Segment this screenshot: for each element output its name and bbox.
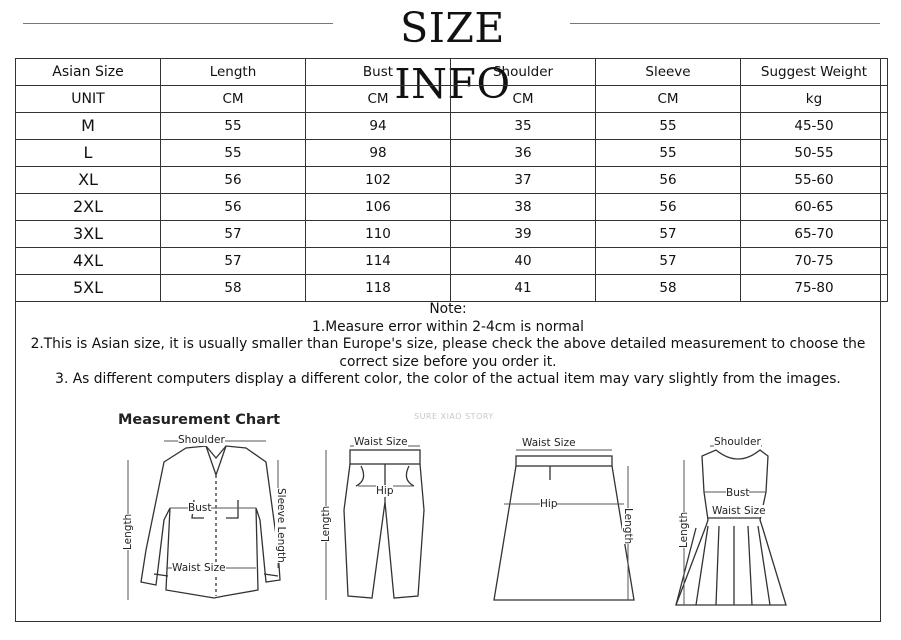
table-row bbox=[16, 113, 888, 140]
watermark-text: SURE XIAO STORY bbox=[414, 412, 494, 421]
note-line-3: 3. As different computers display a different color, the color of the actual item may vary slightly from the images. bbox=[55, 371, 841, 387]
table-cell: CM bbox=[161, 86, 306, 113]
table-cell: 5XL bbox=[16, 275, 161, 302]
table-cell: Sleeve bbox=[596, 59, 741, 86]
table-cell: 4XL bbox=[16, 248, 161, 275]
table-cell: 55 bbox=[161, 113, 306, 140]
dress-illustration bbox=[676, 450, 786, 605]
table-cell: 41 bbox=[451, 275, 596, 302]
table-cell: 50-55 bbox=[741, 140, 888, 167]
table-row bbox=[16, 140, 888, 167]
table-row bbox=[16, 194, 888, 221]
title-rule-left bbox=[23, 23, 333, 24]
dress-waist-label: Waist Size bbox=[712, 505, 766, 517]
table-cell: 110 bbox=[306, 221, 451, 248]
note-heading: Note: bbox=[429, 301, 467, 317]
dress-bust-label: Bust bbox=[726, 487, 750, 499]
table-cell: L bbox=[16, 140, 161, 167]
table-cell: kg bbox=[741, 86, 888, 113]
table-cell: 56 bbox=[161, 194, 306, 221]
dress-shoulder-label: Shoulder bbox=[714, 436, 761, 448]
table-cell: 45-50 bbox=[741, 113, 888, 140]
table-cell: Shoulder bbox=[451, 59, 596, 86]
table-cell: 40 bbox=[451, 248, 596, 275]
table-cell: XL bbox=[16, 167, 161, 194]
table-cell: 35 bbox=[451, 113, 596, 140]
shirt-sleeve-label: Sleeve Length bbox=[275, 488, 287, 563]
skirt-length-label: Length bbox=[622, 508, 634, 545]
table-cell: Length bbox=[161, 59, 306, 86]
table-row bbox=[16, 275, 888, 302]
table-row bbox=[16, 221, 888, 248]
table-cell: 75-80 bbox=[741, 275, 888, 302]
table-cell: Asian Size bbox=[16, 59, 161, 86]
table-cell: 36 bbox=[451, 140, 596, 167]
page-title: SIZE INFO bbox=[394, 4, 511, 108]
chart-title: Measurement Chart bbox=[118, 412, 281, 428]
size-table bbox=[15, 58, 888, 302]
table-row bbox=[16, 167, 888, 194]
table-cell: 65-70 bbox=[741, 221, 888, 248]
table-cell: Suggest Weight bbox=[741, 59, 888, 86]
shirt-shoulder-label: Shoulder bbox=[178, 434, 225, 446]
table-cell: 102 bbox=[306, 167, 451, 194]
table-cell: 56 bbox=[161, 167, 306, 194]
skirt-hip-label: Hip bbox=[540, 498, 558, 510]
table-cell: Bust bbox=[306, 59, 451, 86]
table-units-row bbox=[16, 86, 888, 113]
table-cell: 3XL bbox=[16, 221, 161, 248]
table-cell: 114 bbox=[306, 248, 451, 275]
table-cell: CM bbox=[306, 86, 451, 113]
table-cell: 57 bbox=[596, 248, 741, 275]
skirt-waist-label: Waist Size bbox=[522, 437, 576, 449]
table-cell: 57 bbox=[161, 221, 306, 248]
table-cell: UNIT bbox=[16, 86, 161, 113]
shirt-waist-label: Waist Size bbox=[172, 562, 226, 574]
note-line-1: 1.Measure error within 2-4cm is normal bbox=[312, 318, 584, 335]
table-cell: 57 bbox=[161, 248, 306, 275]
pants-length-label: Length bbox=[320, 505, 332, 542]
table-cell: 94 bbox=[306, 113, 451, 140]
pants-waist-label: Waist Size bbox=[354, 436, 408, 448]
table-cell: 106 bbox=[306, 194, 451, 221]
table-cell: 98 bbox=[306, 140, 451, 167]
table-cell: CM bbox=[451, 86, 596, 113]
table-cell: 57 bbox=[596, 221, 741, 248]
table-cell: 37 bbox=[451, 167, 596, 194]
skirt-illustration bbox=[494, 456, 634, 600]
measurement-chart bbox=[16, 400, 880, 622]
shirt-length-label: Length bbox=[122, 513, 134, 550]
table-cell: CM bbox=[596, 86, 741, 113]
table-cell: 60-65 bbox=[741, 194, 888, 221]
table-cell: 38 bbox=[451, 194, 596, 221]
table-cell: 39 bbox=[451, 221, 596, 248]
table-cell: 118 bbox=[306, 275, 451, 302]
table-cell: 58 bbox=[161, 275, 306, 302]
table-cell: 70-75 bbox=[741, 248, 888, 275]
table-cell: 55-60 bbox=[741, 167, 888, 194]
shirt-illustration bbox=[141, 446, 280, 598]
table-header-row bbox=[16, 59, 888, 86]
table-cell: 2XL bbox=[16, 194, 161, 221]
table-cell: 55 bbox=[596, 140, 741, 167]
dress-length-label: Length bbox=[678, 511, 690, 548]
notes bbox=[16, 301, 880, 389]
title-rule-right bbox=[570, 23, 880, 24]
pants-illustration bbox=[344, 450, 424, 598]
table-cell: 55 bbox=[596, 113, 741, 140]
table-cell: 56 bbox=[596, 167, 741, 194]
shirt-bust-label: Bust bbox=[188, 502, 212, 514]
table-cell: 55 bbox=[161, 140, 306, 167]
note-line-2: 2.This is Asian size, it is usually smaller than Europe's size, please check the above detailed measurement to choose the correct size before you order it. bbox=[30, 336, 866, 370]
table-row bbox=[16, 248, 888, 275]
table-cell: 56 bbox=[596, 194, 741, 221]
pants-hip-label: Hip bbox=[376, 485, 394, 497]
table-cell: M bbox=[16, 113, 161, 140]
table-cell: 58 bbox=[596, 275, 741, 302]
